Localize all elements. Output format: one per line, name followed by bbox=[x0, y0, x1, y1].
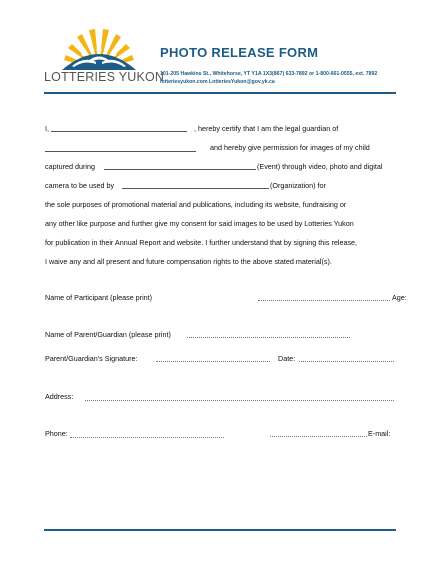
footer-rule bbox=[44, 529, 396, 531]
event-blank[interactable] bbox=[104, 169, 256, 170]
body-line-1-start: I, bbox=[45, 124, 49, 133]
address-label: Address: bbox=[45, 392, 74, 401]
organization-blank[interactable] bbox=[122, 188, 269, 189]
contact-info bbox=[160, 70, 377, 86]
body-line-4-start: camera to be used by bbox=[45, 181, 115, 190]
body-line-8: I waive any and all present and future compensation rights to the above stated material(s). bbox=[45, 257, 332, 266]
body-line-3-start: captured during bbox=[45, 162, 95, 171]
form-title: PHOTO RELEASE FORM bbox=[160, 45, 319, 60]
header-rule bbox=[44, 92, 396, 94]
parent-label: Name of Parent/Guardian (please print) bbox=[45, 330, 171, 339]
participant-line[interactable] bbox=[258, 300, 390, 301]
body-line-2: and hereby give permission for images of my child bbox=[210, 143, 370, 152]
contact-web-email: lotteriesyukon.com LotteriesYukon@gov.yk.ca bbox=[160, 79, 275, 85]
contact-address: 101-205 Hawkins St., Whitehorse, YT Y1A 1X3(867) 633-7892 or 1-800-661-0555, ext. 7892 bbox=[160, 71, 378, 77]
phone-line[interactable] bbox=[70, 437, 224, 438]
phone-label: Phone: bbox=[45, 429, 68, 438]
body-line-6: any other like purpose and further give my consent for said images to be used by Lotteries Yukon bbox=[45, 219, 354, 228]
age-label: Age: bbox=[392, 293, 407, 302]
body-line-4-end: (Organization) for bbox=[270, 181, 326, 190]
guardian-name-blank[interactable] bbox=[51, 131, 187, 132]
email-label: E-mail: bbox=[368, 429, 391, 438]
email-line[interactable] bbox=[270, 436, 367, 437]
logo-wordmark: LOTTERIES YUKON bbox=[44, 70, 165, 84]
body-line-1-end: , hereby certify that I am the legal guardian of bbox=[194, 124, 339, 133]
child-name-blank[interactable] bbox=[45, 151, 196, 152]
body-line-7: for publication in their Annual Report and website. I further understand that by signing this release, bbox=[45, 238, 358, 247]
date-line[interactable] bbox=[299, 361, 394, 362]
address-line[interactable] bbox=[85, 400, 394, 401]
parent-name-line[interactable] bbox=[187, 337, 350, 338]
signature-label: Parent/Guardian's Signature: bbox=[45, 354, 138, 363]
date-label: Date: bbox=[278, 354, 296, 363]
body-line-3-end: (Event) through video, photo and digital bbox=[257, 162, 383, 171]
signature-line[interactable] bbox=[156, 361, 270, 362]
body-line-5: the sole purposes of promotional material and publications, including its website, fundraising or bbox=[45, 200, 347, 209]
participant-label: Name of Participant (please print) bbox=[45, 293, 153, 302]
